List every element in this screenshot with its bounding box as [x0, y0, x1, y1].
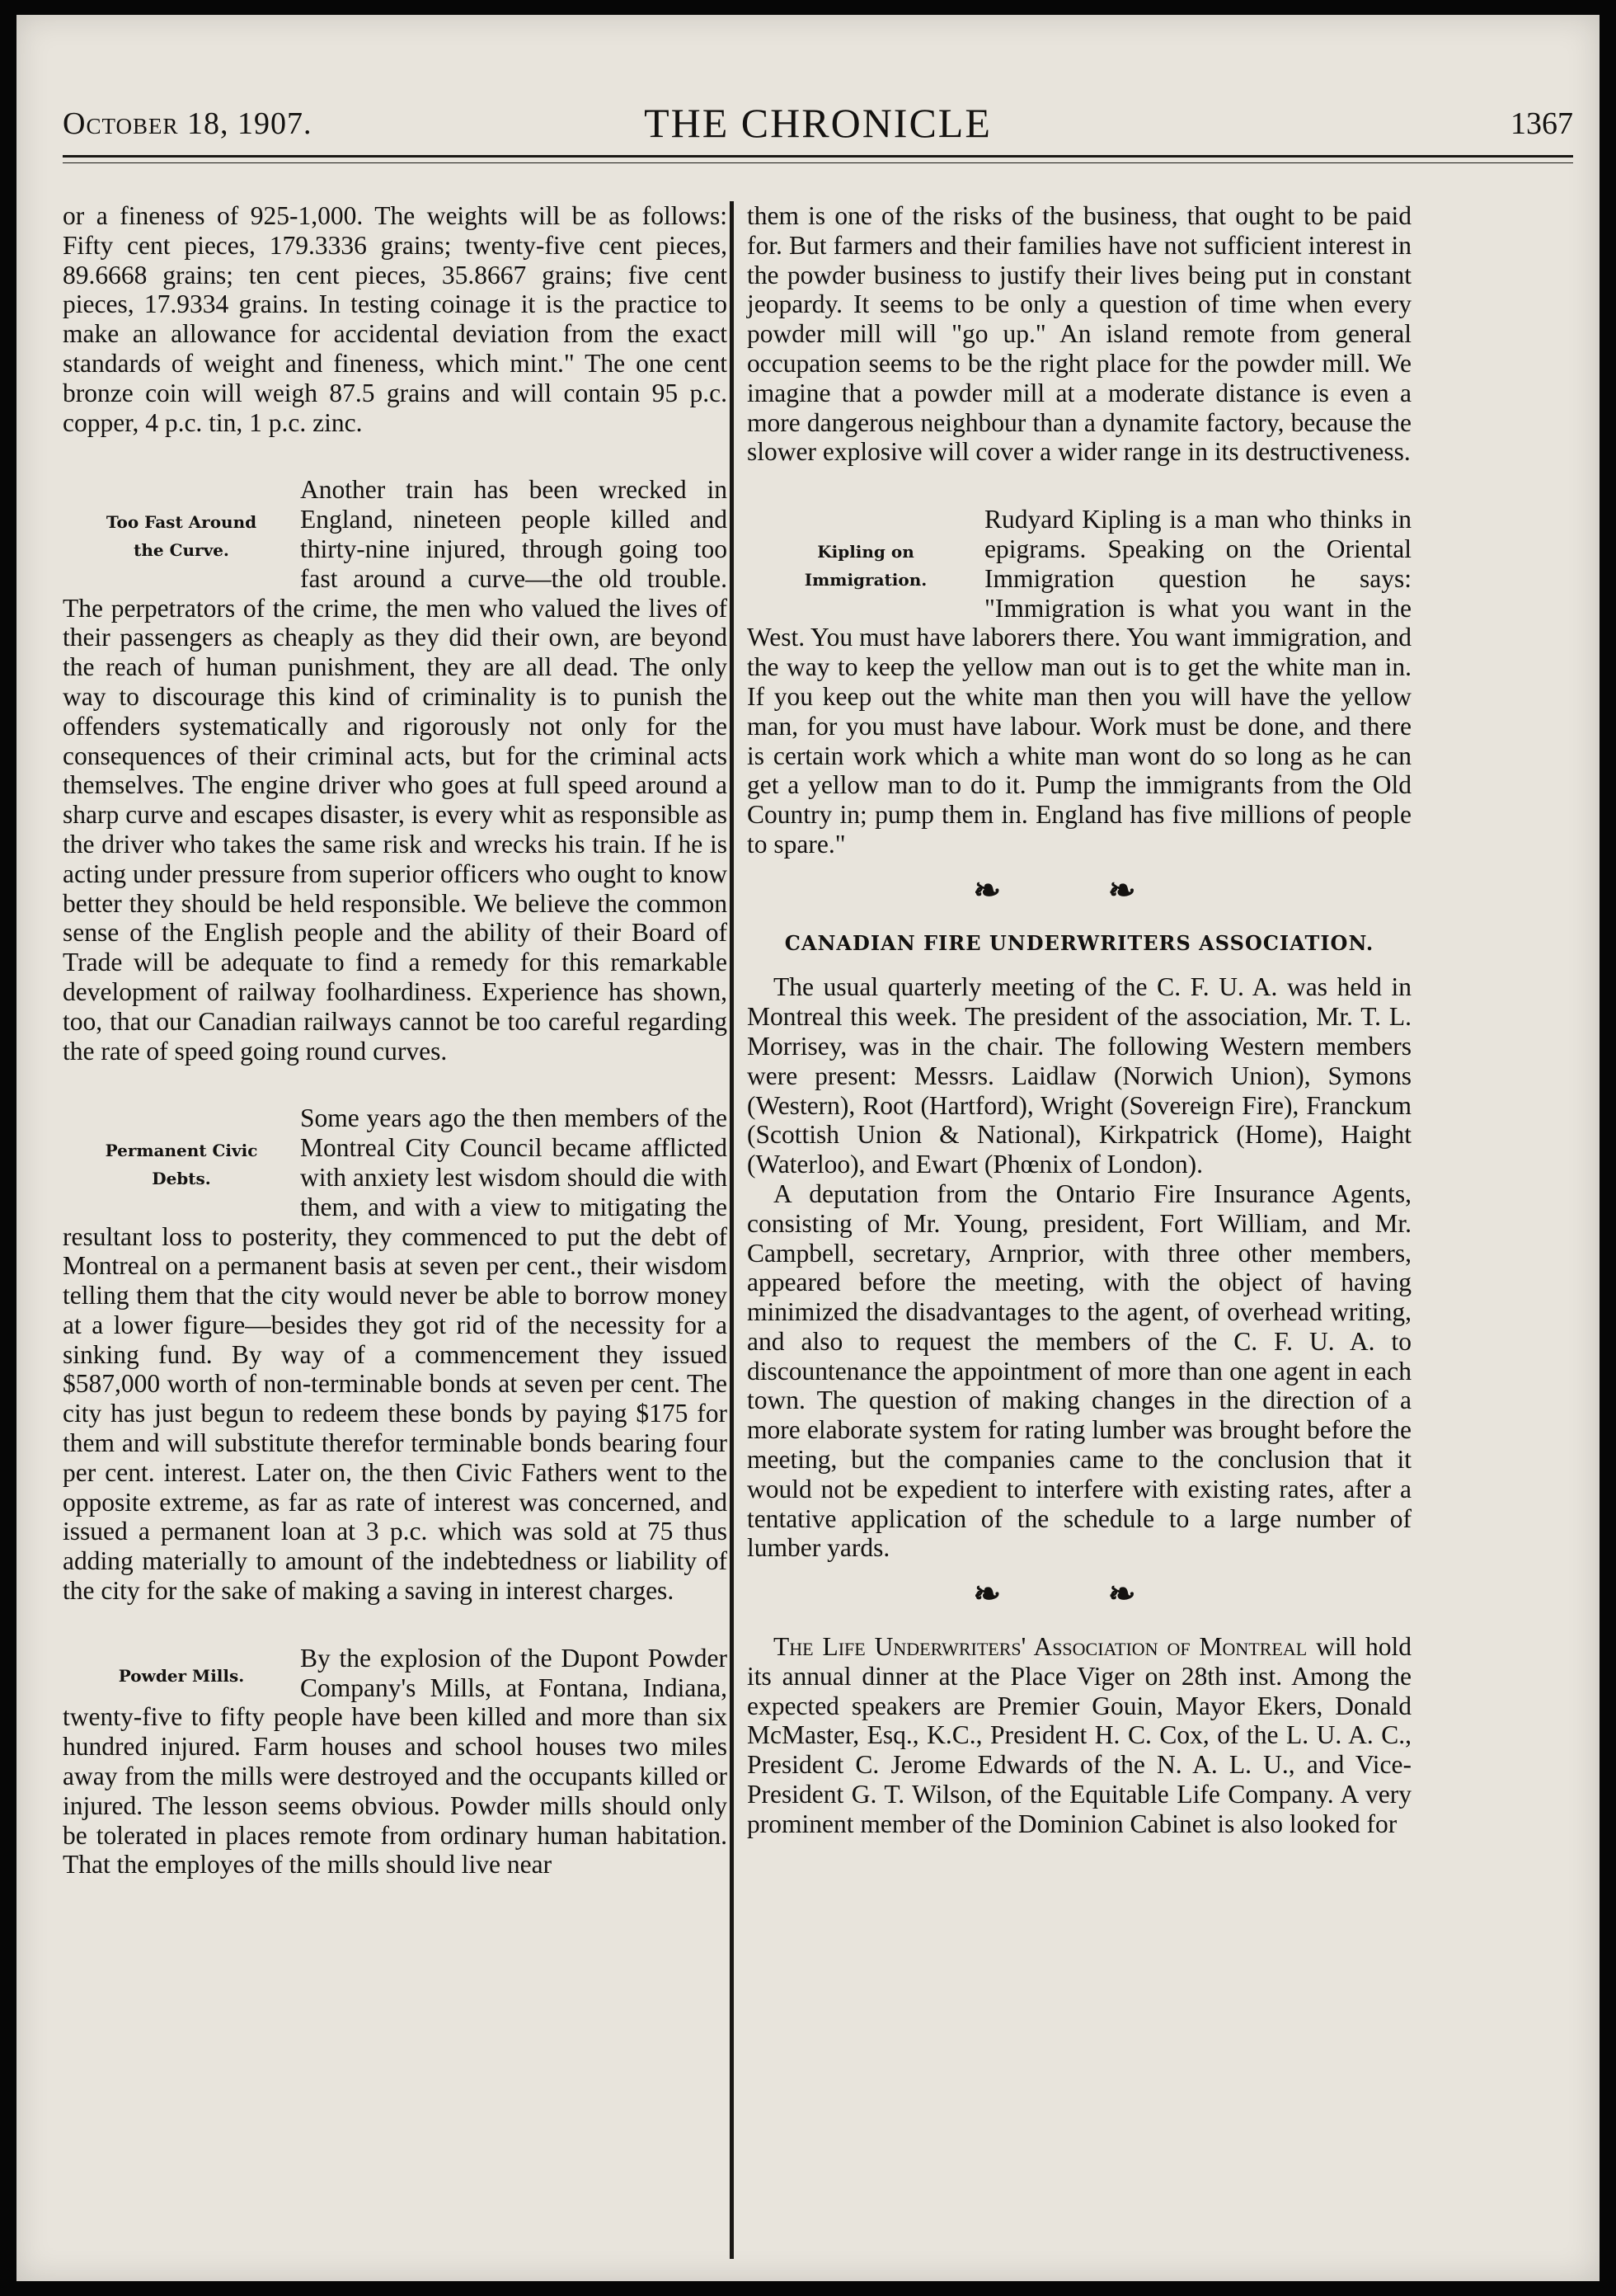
newspaper-page [16, 15, 1600, 2281]
header-rule [63, 155, 1573, 163]
left-column [63, 201, 727, 1880]
cfua-paragraph-1: The usual quarterly meeting of the C. F. U. A. was held in Montreal this week. The president of the association, Mr. T. L. Morrisey, was in the chair. The following Western members were present: Messrs. Laidlaw (Norwich Union), Symons (Western), Root (Hartford), Wright (Sovereign Fire), Franckum (Scottish Union & National), Kirkpatrick (Home), Haight (Waterloo), and Ewart (Phœnix of London). [747, 972, 1412, 1179]
powder-mills-article [63, 1644, 727, 1880]
coinage-paragraph: or a fineness of 925-1,000. The weights will be as follows: Fifty cent pieces, 179.3336 grains; twenty-five cent pieces, 89.6668 grains; ten cent pieces, 35.8667 grains; five cent pieces, 17.9334 grains. In testing coinage it is the practice to make an allowance for accidental deviation from the exact standards of weight and fineness, which mint." The one cent bronze coin will weigh 87.5 grains and will contain 95 p.c. copper, 4 p.c. tin, 1 p.c. zinc. [63, 201, 727, 437]
too-fast-article [63, 475, 727, 1066]
powder-mills-continued: them is one of the risks of the business, that ought to be paid for. But farmers and their families have not sufficient interest in the powder business to justify their lives being put in constant jeopardy. It seems to be only a question of time when every powder mill will "go up." An island remote from general occupation seems to be the right place for the powder mill. We imagine that a powder mill at a moderate distance is even a more dangerous neighbour than a dynamite factory, because the slower explosive will cover a wider range in its destructiveness. [747, 201, 1412, 467]
side-heading-civic-debts: Permanent Civic Debts. [105, 1141, 258, 1189]
cfua-paragraph-2: A deputation from the Ontario Fire Insurance Agents, consisting of Mr. Young, president, Fort William, and Mr. Campbell, secretary, Arnprior, with three other members, appeared before the meeting, with the object of having minimized the disadvantages to the agent, of overhead writing, and also to request the members of the C. F. U. A. to discountenance the appointment of more than one agent in each town. The question of making changes in the direction of a more elaborate system for rating lumber was brought before the meeting, but the companies came to the conclusion that it would not be expedient to interfere with existing rates, after a tentative application of the schedule to a large number of lumber yards. [747, 1179, 1412, 1563]
cfua-heading: CANADIAN FIRE UNDERWRITERS ASSOCIATION. [784, 930, 1374, 955]
life-underwriters-paragraph [747, 1632, 1412, 1839]
civic-debts-text: Some years ago the then members of the Montreal City Council became afflicted with anxiety lest wisdom should die with them, and with a view to mitigating the resultant loss to posterity, they commenced to put the debt of Montreal on a permanent basis at seven per cent., their wisdom telling them that the city would never be able to borrow money at a lower figure—besides they got rid of the necessity for a sinking fund. By way of a commencement they issued $587,000 worth of non-terminable bonds at seven per cent. The city has just begun to redeem these bonds by paying $175 for them and will substitute therefor terminable bonds bearing four per cent. interest. Later on, the then Civic Fathers went to the opposite extreme, as far as rate of interest was concerned, and issued a permanent loan at 3 p.c. which was sold at 75 thus adding materially to amount of the indebtedness or liability of the city for the sake of making a saving in interest charges. [63, 1103, 727, 1606]
kipling-text: Rudyard Kipling is a man who thinks in epigrams. Speaking on the Oriental Immigration question he says: "Immigration is what you want in the West. You must have laborers there. You want immigration, and the way to keep the yellow man out is to get the white man in. If you keep out the white man then you will have the yellow man, for you must have labour. Work must be done, and there is certain work which a white man wont do so long as he can get a yellow man to do it. Pump the immigrants from the Old Country in; pump them in. England has five millions of people to spare." [747, 505, 1412, 859]
side-heading-too-fast: Too Fast Around the Curve. [106, 512, 257, 561]
too-fast-text: Another train has been wrecked in England, nineteen people killed and thirty-nine injured, through going too fast around a curve—the old trouble. The perpetrators of the crime, the men who valued the lives of their passengers as cheaply as they did their own, are beyond the reach of human punishment, they are all dead. The only way to discourage this kind of criminality is to punish the offenders systematically and rigorously not only for the consequences of their criminal acts, but for the criminal acts themselves. The engine driver who goes at full speed around a sharp curve and escapes disaster, is every whit as responsible as the driver who takes the same risk and wrecks his train. If he is acting under pressure from superior officers who ought to know better they should be held responsible. We believe the common sense of the English people and the ability of their Board of Trade will be adequate to find a remedy for this remarkable development of railway foolhardiness. Experience has shown, too, that our Canadian railways cannot be too careful regarding the rate of speed going round curves. [63, 475, 727, 1066]
powder-mills-text: By the explosion of the Dupont Powder Company's Mills, at Fontana, Indiana, twenty-five to fifty people have been killed and more than six hundred injured. Farm houses and school houses two miles away from the mills were destroyed and the occupants killed or injured. The lesson seems obvious. Powder mills should only be tolerated in places remote from ordinary human habitation. That the employes of the mills should live near [63, 1643, 727, 1880]
life-underwriters-lead: The Life Underwriters' Association of Montreal [773, 1632, 1308, 1662]
side-heading-powder-mills: Powder Mills. [118, 1665, 245, 1686]
life-underwriters-text: will hold its annual dinner at the Place Viger on 28th inst. Among the expected speakers are Premier Gouin, Mayor Ekers, Donald McMaster, Esq., K.C., President H. C. Cox, of the L. U. A. C., President C. Jerome Edwards of the N. A. L. U., and Vice-President G. T. Wilson, of the Equitable Life Company. A very prominent member of the Dominion Cabinet is also looked for [747, 1632, 1412, 1838]
side-heading-kipling: Kipling on Immigration. [804, 542, 928, 590]
column-rule [730, 201, 734, 2259]
kipling-article [747, 505, 1412, 859]
ornament-divider-2: ❧ ❧ [973, 1575, 1186, 1613]
publication-title: THE CHRONICLE [644, 100, 992, 146]
right-column [747, 201, 1412, 1839]
page-number: 1367 [1510, 106, 1573, 141]
issue-date: October 18, 1907. [63, 106, 312, 141]
civic-debts-article [63, 1103, 727, 1606]
ornament-divider: ❧ ❧ [973, 871, 1186, 909]
